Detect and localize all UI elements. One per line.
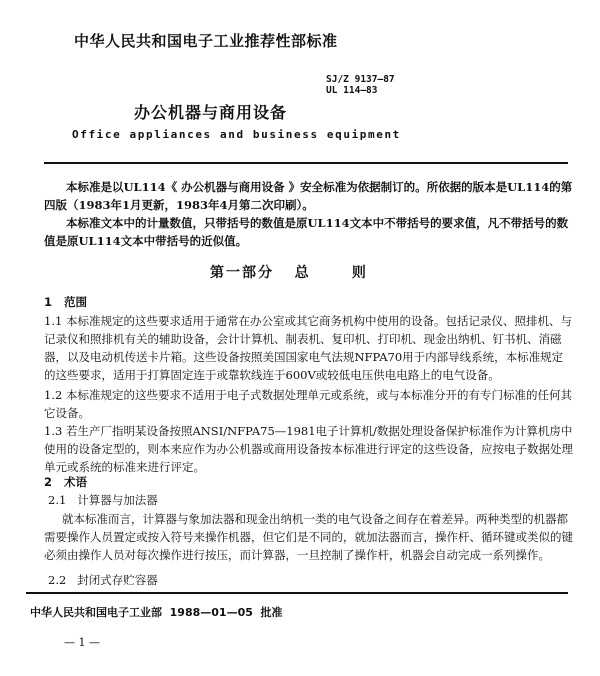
clause-2-1-heading: 2.1 计算器与加法器 <box>48 493 158 507</box>
page-number: — 1 — <box>64 636 100 649</box>
standard-body-heading: 中华人民共和国电子工业推荐性部标准 <box>74 32 338 50</box>
top-divider <box>44 162 568 164</box>
clause-1-1 <box>44 312 574 384</box>
clause-1-3-text: 1.3 若生产厂指明某设备按照ANSI/NFPA75—1981电子计算机/数据处理设备保护标准作为计算机房中使用的设备定型的，则本来应作为办公机器或商用设备按本标准进行评定的这些设备，应按电子数据处理单元或系统的标准来进行评定。 <box>44 424 573 474</box>
section-2-heading: 2 术语 <box>44 475 88 489</box>
document-title-en: Office appliances and business equipment <box>72 128 401 141</box>
part-title: 第一部分 总 则 <box>210 265 368 281</box>
intro-paragraph-1: 本标准是以UL114《 办公机器与商用设备 》安全标准为依据制订的。所依据的版本是UL114的第四版（1983年1月更新，1983年4月第二次印刷）。 <box>44 180 573 212</box>
standard-code-sj: SJ/Z 9137—87 <box>326 74 395 85</box>
clause-1-1-text: 1.1 本标准规定的这些要求适用于通常在办公室或其它商务机构中使用的设备。包括记录仪、照排机、与记录仪和照排机有关的辅助设备，会计计算机、制表机、复印机、打印机、现金出纳机、钉书机、消磁器，以及电动机传送卡片箱。这些设备按照美国国家电气法规NFPA70用于内部导线系统，本标准规定的这些要求，适用于打算固定连于或靠软线连于600V或较低电压供电电路上的电气设备。 <box>44 314 572 382</box>
standard-codes <box>326 74 395 96</box>
approval-line: 中华人民共和国电子工业部 1988—01—05 批准 <box>30 606 283 619</box>
section-1-heading: 1 范围 <box>44 295 88 309</box>
clause-2-1 <box>44 510 574 564</box>
standard-code-ul: UL 114—83 <box>326 85 378 96</box>
intro-paragraph-2: 本标准文本中的计量数值，只带括号的数值是原UL114文本中不带括号的要求值，凡不带括号的数值是原UL114文本中带括号的近似值。 <box>44 216 569 248</box>
clause-2-1-text: 就本标准而言，计算器与象加法器和现金出纳机一类的电气设备之间存在着差异。两种类型的机器都需要操作人员置定或按入符号来操作机器，但它们是不同的，就加法器而言，操作杆、循环键或类似的键必须由操作人员对每次操作进行按压，而计算器，一旦控制了操作杆，机器会自动完成一系列操作。 <box>44 512 573 562</box>
clause-1-3 <box>44 422 574 476</box>
clause-1-2-text: 1.2 本标准规定的这些要求不适用于电子式数据处理单元或系统，或与本标准分开的有专门标准的任何其它设备。 <box>44 388 572 420</box>
clause-2-2-heading: 2.2 封闭式存贮容器 <box>48 573 158 587</box>
clause-1-2 <box>44 386 574 422</box>
document-title: 办公机器与商用设备 <box>134 103 288 122</box>
bottom-divider <box>26 592 568 594</box>
intro-block <box>44 178 574 250</box>
